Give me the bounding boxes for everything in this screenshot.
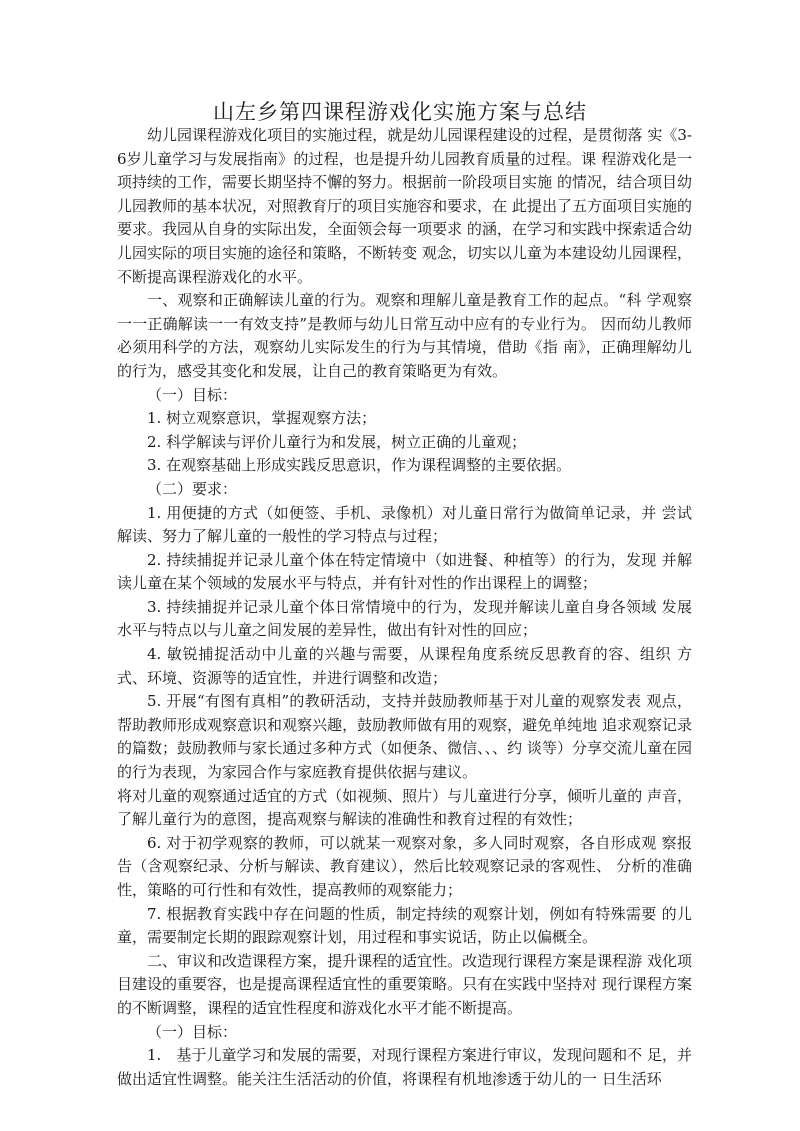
document-title: 山左乡第四课程游戏化实施方案与总结 bbox=[213, 100, 587, 124]
body-paragraph: 2. 持续捕捉并记录儿童个体在特定情境中（如进餐、种植等）的行为，发现 并解读儿童在某个领域的发展水平与特点，并有针对性的作出课程上的调整； bbox=[117, 550, 692, 593]
body-paragraph: （一）目标： bbox=[147, 385, 238, 404]
body-paragraph: 6. 对于初学观察的教师，可以就某一观察对象，多人同时观察，各自形成观 察报告（含观察纪录、分析与解读、教育建议），然后比较观察记录的客观性、 分析的准确性，策略的可行性和有效性，提高教师的观察能力； bbox=[117, 833, 692, 899]
body-paragraph: 1. 基于儿童学习和发展的需要，对现行课程方案进行审议，发现问题和不 足，并做出适宜性调整。能关注生活活动的价值，将课程有机地渗透于幼儿的一 日生活环 bbox=[117, 1046, 692, 1088]
body-paragraph: （一）目标： bbox=[147, 1022, 238, 1041]
document-body bbox=[117, 124, 692, 1091]
body-paragraph: 二、审议和改造课程方案，提升课程的适宜性。改造现行课程方案是课程游 戏化项目建设的重要容，也是提高课程适宜性的重要策略。只有在实践中坚持对 现行课程方案的不断调整，课程的适宜性程度和游戏化水平才能不断提高。 bbox=[117, 951, 692, 1017]
body-paragraph: （二）要求： bbox=[147, 479, 238, 498]
body-paragraph: 2. 科学解读与评价儿童行为和发展，树立正确的儿童观； bbox=[147, 432, 527, 451]
body-paragraph: 将对儿童的观察通过适宜的方式（如视频、照片）与儿童进行分享，倾听儿童的 声音，了解儿童行为的意图，提高观察与解读的准确性和教育过程的有效性； bbox=[117, 786, 692, 829]
body-paragraph: 1. 用便捷的方式（如便签、手机、录像机）对儿童日常行为做简单记录，并 尝试解读、努力了解儿童的一般性的学习特点与过程； bbox=[117, 503, 692, 546]
body-paragraph: 5. 开展“有图有真相”的教研活动，支持并鼓励教师基于对儿童的观察发表 观点，帮助教师形成观察意识和观察兴趣，鼓励教师做有用的观察，避免单纯地 追求观察记录的篇数；鼓励教师与家长通过多种方式（如便条、微信、、、约 谈等）分享交流儿童在园的行为表现，为家园合作与家庭教育提供依据与建议。 bbox=[117, 692, 692, 782]
body-paragraph: 3. 持续捕捉并记录儿童个体日常情境中的行为，发现并解读儿童自身各领域 发展水平与特点以与儿童之间发展的差异性，做出有针对性的回应； bbox=[117, 597, 692, 640]
body-paragraph: 3. 在观察基础上形成实践反思意识，作为课程调整的主要依据。 bbox=[147, 456, 572, 475]
body-paragraph: 幼儿园课程游戏化项目的实施过程，就是幼儿园课程建设的过程，是贯彻落 实《3-6岁儿童学习与发展指南》的过程，也是提升幼儿园教育质量的过程。课 程游戏化是一项持续的工作，需要长期坚持不懈的努力。根据前一阶段项目实施 的情况，结合项目幼儿园教师的基本状况，对照教育厅的项目实施容和要求，在 此提出了五方面项目实施的要求。我园从自身的实际出发，全面领会每一项要求 的涵，在学习和实践中探索适合幼儿园实际的项目实施的途径和策略，不断转变 观念，切实以儿童为本建设幼儿园课程，不断提高课程游戏化的水平。 bbox=[117, 126, 692, 286]
body-paragraph: 1. 树立观察意识，掌握观察方法； bbox=[147, 409, 377, 428]
body-paragraph: 7. 根据教育实践中存在问题的性质，制定持续的观察计划，例如有特殊需要 的儿童，需要制定长期的跟踪观察计划，用过程和事实说话，防止以偏概全。 bbox=[117, 904, 692, 947]
body-paragraph: 一、观察和正确解读儿童的行为。观察和理解儿童是教育工作的起点。“科 学观察一一正确解读一一有效支持”是教师与幼儿日常互动中应有的专业行为。 因而幼儿教师必须用科学的方法，观察幼儿实际发生的行为与其情境，借助《指 南》，正确理解幼儿的行为，感受其变化和发展，让自己的教育策略更为有效。 bbox=[117, 291, 692, 380]
body-paragraph: 4. 敏锐捕捉活动中儿童的兴趣与需要，从课程角度系统反思教育的容、组织 方式、环境、资源等的适宜性，并进行调整和改造； bbox=[117, 645, 692, 687]
